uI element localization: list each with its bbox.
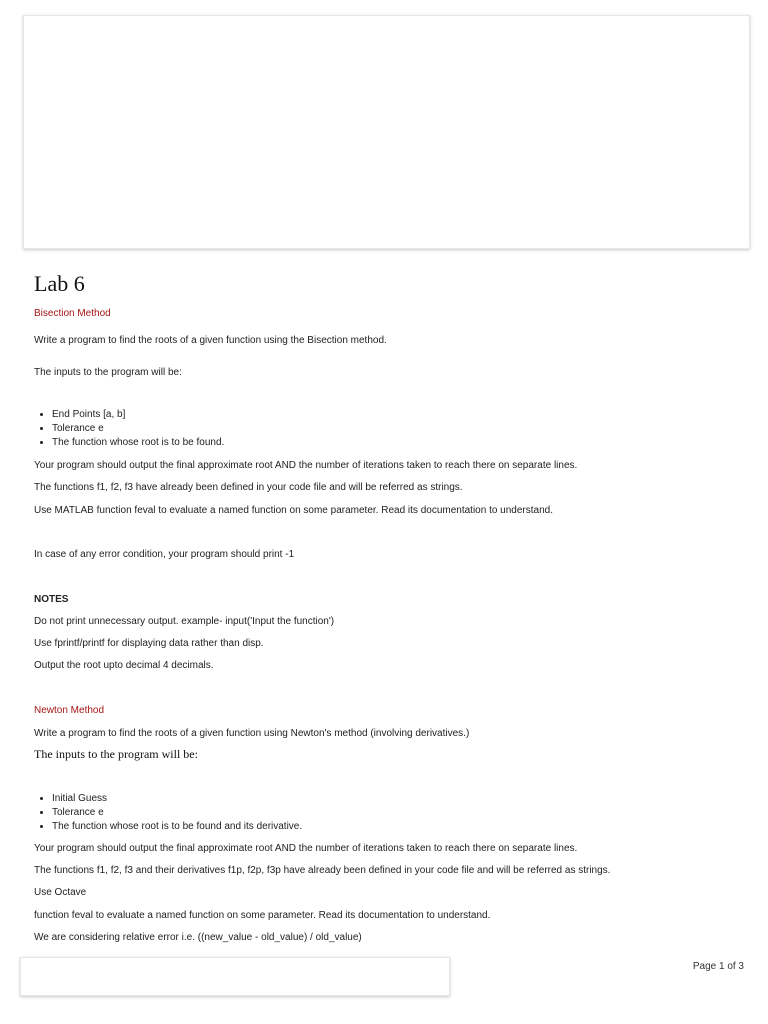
newton-heading: Newton Method bbox=[34, 705, 105, 716]
notes-item: Output the root upto decimal 4 decimals. bbox=[34, 660, 214, 671]
bisection-functions-text: The functions f1, f2, f3 have already been defined in your code file and will be referred as strings. bbox=[34, 482, 463, 493]
bisection-intro: Write a program to find the roots of a given function using the Bisection method. bbox=[34, 335, 387, 346]
bisection-inputs-list bbox=[34, 408, 224, 450]
bisection-output-text: Your program should output the final approximate root AND the number of iterations taken to reach there on separate lines. bbox=[34, 460, 578, 471]
newton-inputs-list bbox=[34, 792, 302, 834]
bisection-heading: Bisection Method bbox=[34, 308, 111, 319]
bisection-feval-text: Use MATLAB function feval to evaluate a named function on some parameter. Read its documentation to understand. bbox=[34, 505, 554, 516]
embedded-frame-bottom bbox=[20, 957, 450, 996]
bisection-inputs-label: The inputs to the program will be: bbox=[34, 367, 182, 378]
newton-functions-text: The functions f1, f2, f3 and their derivatives f1p, f2p, f3p have already been defined in your code file and will be referred as strings. bbox=[34, 865, 611, 876]
list-item: • End Points [a, b] bbox=[52, 408, 224, 422]
embedded-frame-top bbox=[23, 15, 750, 249]
bisection-error-text: In case of any error condition, your program should print -1 bbox=[34, 549, 295, 560]
list-item: • The function whose root is to be found. bbox=[52, 436, 224, 450]
list-item: • The function whose root is to be found and its derivative. bbox=[52, 820, 302, 834]
list-item: • Tolerance e bbox=[52, 806, 302, 820]
newton-intro: Write a program to find the roots of a given function using Newton's method (involving derivatives.) bbox=[34, 728, 470, 739]
newton-relative-error-text: We are considering relative error i.e. ((new_value - old_value) / old_value) bbox=[34, 932, 362, 943]
newton-feval-text: function feval to evaluate a named function on some parameter. Read its documentation to understand. bbox=[34, 910, 491, 921]
page-number: Page 1 of 3 bbox=[692, 961, 744, 972]
notes-item: Use fprintf/printf for displaying data rather than disp. bbox=[34, 638, 264, 649]
page-title: Lab 6 bbox=[34, 271, 85, 296]
newton-inputs-label: The inputs to the program will be: bbox=[34, 747, 198, 761]
list-item: • Initial Guess bbox=[52, 792, 302, 806]
notes-item: Do not print unnecessary output. example- input('Input the function') bbox=[34, 616, 335, 627]
newton-output-text: Your program should output the final approximate root AND the number of iterations taken to reach there on separate lines. bbox=[34, 843, 578, 854]
newton-octave-text: Use Octave bbox=[34, 887, 87, 898]
notes-heading: NOTES bbox=[34, 594, 69, 605]
list-item: • Tolerance e bbox=[52, 422, 224, 436]
